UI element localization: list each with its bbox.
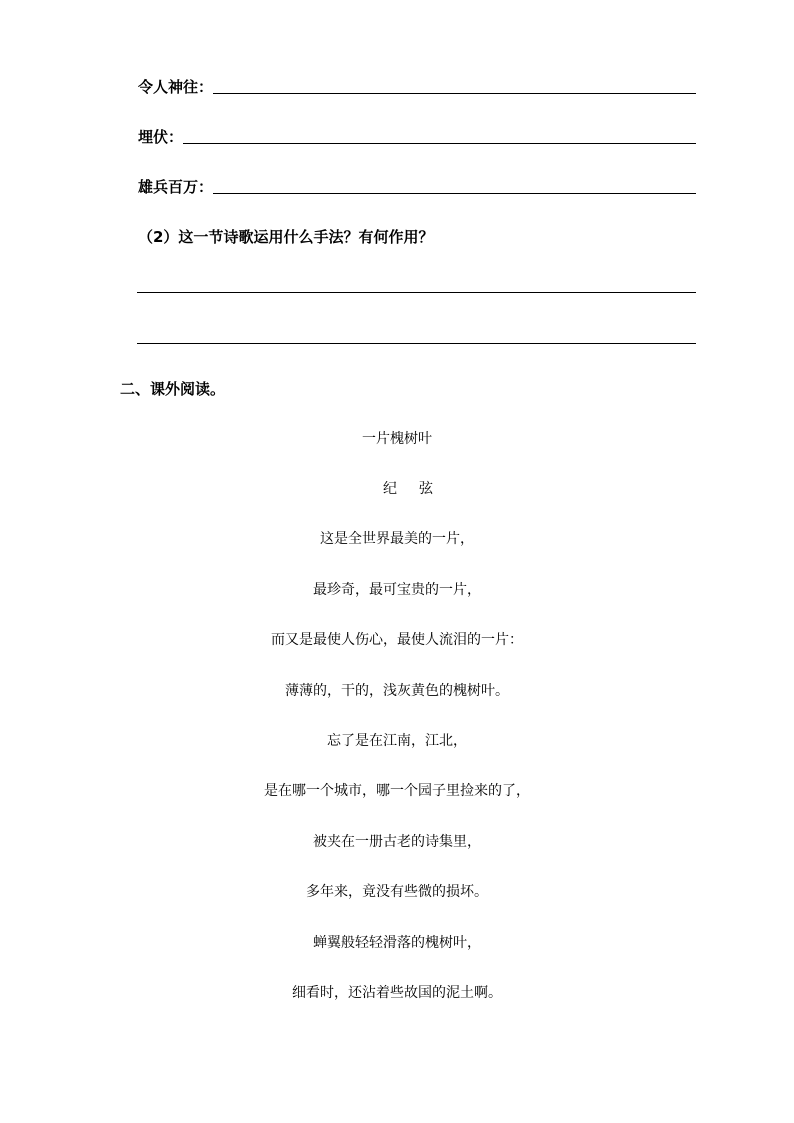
poem-line: 细看时，还沾着些故国的泥土啊。: [292, 985, 502, 1001]
answer-blank[interactable]: [183, 143, 696, 144]
vocab-row-xiongbing: [138, 172, 696, 196]
poem-line: 被夹在一册古老的诗集里，: [313, 834, 481, 850]
poem-line: 多年来，竟没有些微的损坏。: [306, 884, 488, 900]
poem-title: 一片槐树叶: [362, 431, 432, 447]
poem-line: 薄薄的，干的，浅灰黄色的槐树叶。: [285, 683, 509, 699]
vocab-row-maifu: [138, 122, 696, 146]
section-title: 二、课外阅读。: [120, 380, 226, 398]
vocab-label: 令人神往：: [138, 78, 214, 96]
poem-line: 忘了是在江南，江北，: [327, 733, 467, 749]
answer-blank[interactable]: [213, 93, 696, 94]
poem-line: 最珍奇，最可宝贵的一片，: [313, 582, 481, 598]
poem-line: 而又是最使人伤心，最使人流泪的一片：: [271, 632, 523, 648]
vocab-label: 雄兵百万：: [138, 178, 214, 196]
vocab-row-lingren: [138, 72, 696, 96]
answer-line-2[interactable]: [137, 343, 696, 344]
vocab-label: 埋伏：: [138, 128, 184, 146]
poem-line: 是在哪一个城市，哪一个园子里捡来的了，: [264, 783, 530, 799]
answer-blank[interactable]: [213, 193, 696, 194]
question-2: （2）这一节诗歌运用什么手法？有何作用？: [138, 228, 434, 246]
poem-author: 纪弦: [383, 481, 455, 497]
answer-line-1[interactable]: [137, 292, 696, 293]
poem-line: 这是全世界最美的一片，: [320, 531, 474, 547]
poem-line: 蝉翼般轻轻滑落的槐树叶，: [313, 935, 481, 951]
